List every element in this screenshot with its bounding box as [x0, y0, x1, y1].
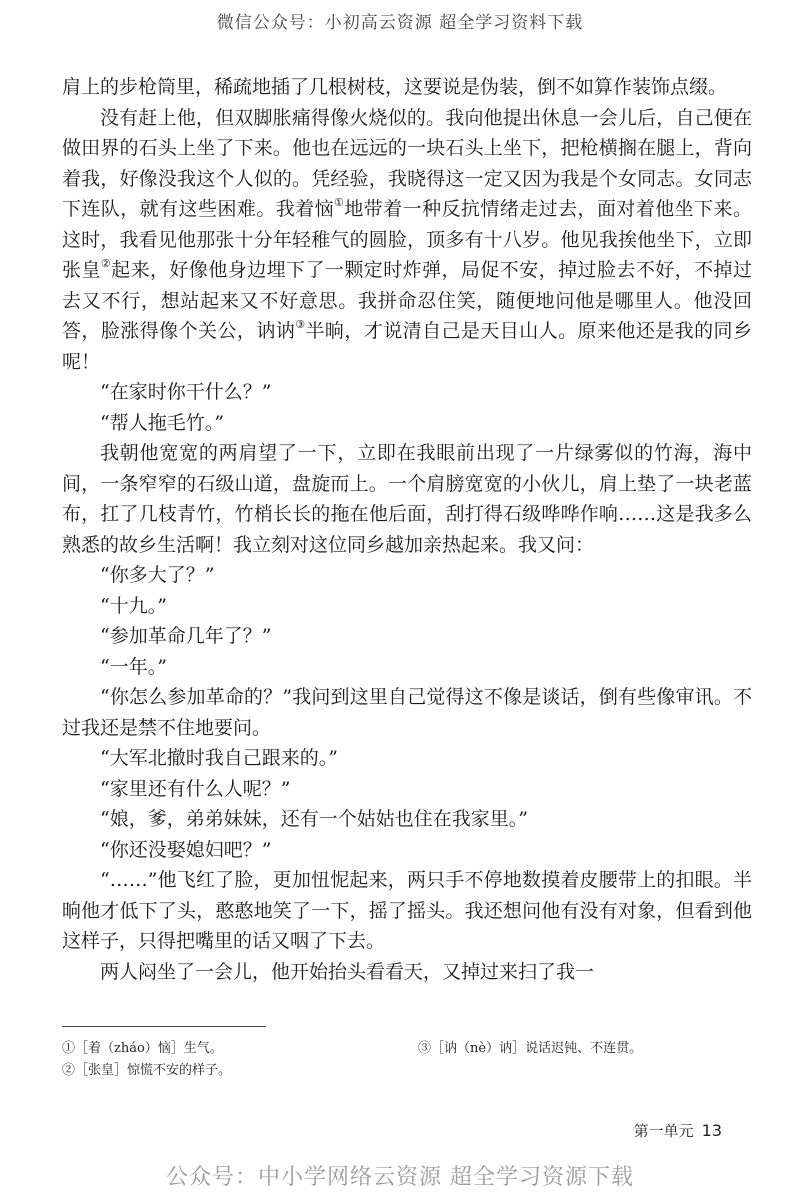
page-number: 13: [701, 1121, 722, 1140]
dialogue-line: “参加革命几年了？”: [100, 625, 272, 647]
dialogue-line: “家里还有什么人呢？”: [100, 777, 291, 800]
footer-watermark: 公众号：中小学网络云资源 超全学习资源下载: [166, 1165, 634, 1190]
paragraph: 我朝他宽宽的两肩望了一下，立即在我眼前出现了一片绿雾似的竹海，海中间，一条窄窄的石级山道，盘旋而上。一个肩膀宽宽的小伙儿，肩上垫了一块老蓝布，扛了几枝青竹，竹梢长长的拖在他后面，刮打得石级哗哗作响……这是我多么熟悉的故乡生活啊！我立刻对这位同乡越加亲热起来。我又问：: [62, 442, 752, 556]
body-text: [62, 72, 752, 987]
dialogue-line: “大军北撤时我自己跟来的。”: [100, 747, 338, 769]
paragraph-2: 没有赶上他，但双脚胀痛得像火烧似的。我向他提出休息一会儿后，自己便在做田界的石头上坐了下来。他也在远远的一块石头上坐下，把枪横搁在腿上，背向着我，好像没我这个人似的。凭经验，我晓得这一定又因为我是个女同志。女同志下连队，就有这些困难。我着恼①地带着一种反抗情绪走过去，面对着他坐下来。这时，我看见他那张十分年轻稚气的圆脸，顶多有十八岁。他见我挨他坐下，立即张皇②起来，好像他身边埋下了一颗定时炸弹，局促不安，掉过脸去不好，不掉过去又不行，想站起来又不好意思。我拼命忍住笑，随便地问他是哪里人。他没回答，脸涨得像个关公，讷讷③半晌，才说清自己是天目山人。原来他还是我的同乡呢！: [62, 106, 752, 373]
footnote-divider: [62, 1026, 266, 1027]
paragraph: “你怎么参加革命的？”我问到这里自己觉得这不像是谈话，倒有些像审讯。不过我还是禁不住地要问。: [62, 686, 752, 739]
paragraph-1: 肩上的步枪筒里，稀疏地插了几根树枝，这要说是伪装，倒不如算作装饰点缀。: [62, 76, 728, 98]
paragraph: “……”他飞红了脸，更加忸怩起来，两只手不停地数摸着皮腰带上的扣眼。半晌他才低下了头，憨憨地笑了一下，摇了摇头。我还想问他有没有对象，但看到他这样子，只得把嘴里的话又咽了下去。: [62, 869, 752, 952]
footnote-ref-2: ②: [100, 256, 112, 270]
dialogue-line: “十九。”: [100, 594, 167, 617]
unit-label: 第一单元: [633, 1122, 694, 1140]
footnote-ref-3: ③: [295, 317, 306, 331]
dialogue-line: “在家时你干什么？”: [100, 381, 272, 403]
page-label: [634, 1120, 722, 1141]
paragraph: 两人闷坐了一会儿，他开始抬头看看天，又掉过来扫了我一: [100, 960, 595, 983]
footnote-1: ①［着（zháo）恼］生气。: [62, 1041, 223, 1056]
dialogue-line: “你多大了？”: [100, 564, 215, 586]
header-watermark: 微信公众号：小初高云资源 超全学习资料下载: [216, 13, 584, 33]
dialogue-line: “你还没娶媳妇吧？”: [100, 838, 272, 861]
dialogue-line: “帮人拖毛竹。”: [100, 411, 224, 434]
dialogue-line: “一年。”: [100, 655, 167, 678]
dialogue-line: “娘，爹，弟弟妹妹，还有一个姑姑也住在我家里。”: [100, 808, 528, 830]
footnote-2: ②［张皇］惊慌不安的样子。: [62, 1063, 232, 1078]
footnote-ref-1: ①: [334, 195, 345, 209]
footnote-3: ③［讷（nè）讷］说话迟钝、不连贯。: [418, 1041, 643, 1056]
